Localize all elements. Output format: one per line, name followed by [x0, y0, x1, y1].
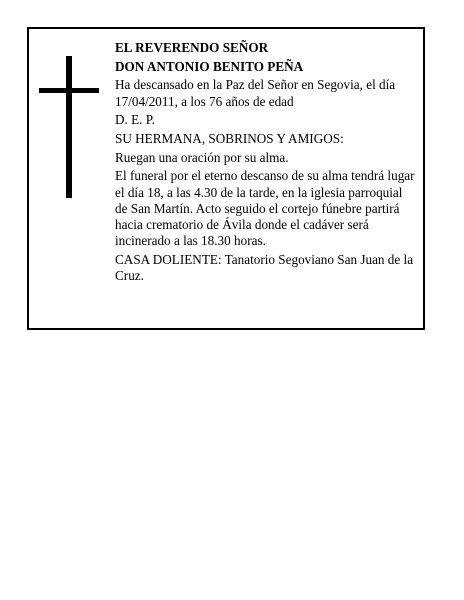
- notice-text: [115, 40, 417, 284]
- mourning-house: CASA DOLIENTE: Tanatorio Segoviano San Juan de la Cruz.: [115, 251, 414, 284]
- obituary-notice: [27, 27, 425, 330]
- cross-icon: [39, 56, 99, 198]
- prayer-request: Ruegan una oración por su alma.: [115, 149, 289, 165]
- death-statement: Ha descansado en la Paz del Señor en Segovia, el día 17/04/2011, a los 76 años de edad: [115, 77, 396, 109]
- cross-vertical-bar: [66, 56, 72, 198]
- cross-horizontal-bar: [39, 88, 99, 93]
- family-line: SU HERMANA, SOBRINOS Y AMIGOS:: [115, 131, 344, 147]
- notice-title-line1: EL REVERENDO SEÑOR: [115, 40, 269, 55]
- funeral-details: El funeral por el eterno descanso de su alma tendrá lugar el día 18, a las 4.30 de la tarde, en la iglesia parroquial de San Martín. Acto seguido el cortejo fúnebre partirá hacia crematorio de Ávila donde el cadáver será incinerado a las 18.30 horas.: [115, 168, 415, 249]
- rip-line: D. E. P.: [115, 112, 155, 128]
- notice-title-line2: DON ANTONIO BENITO PEÑA: [115, 58, 304, 74]
